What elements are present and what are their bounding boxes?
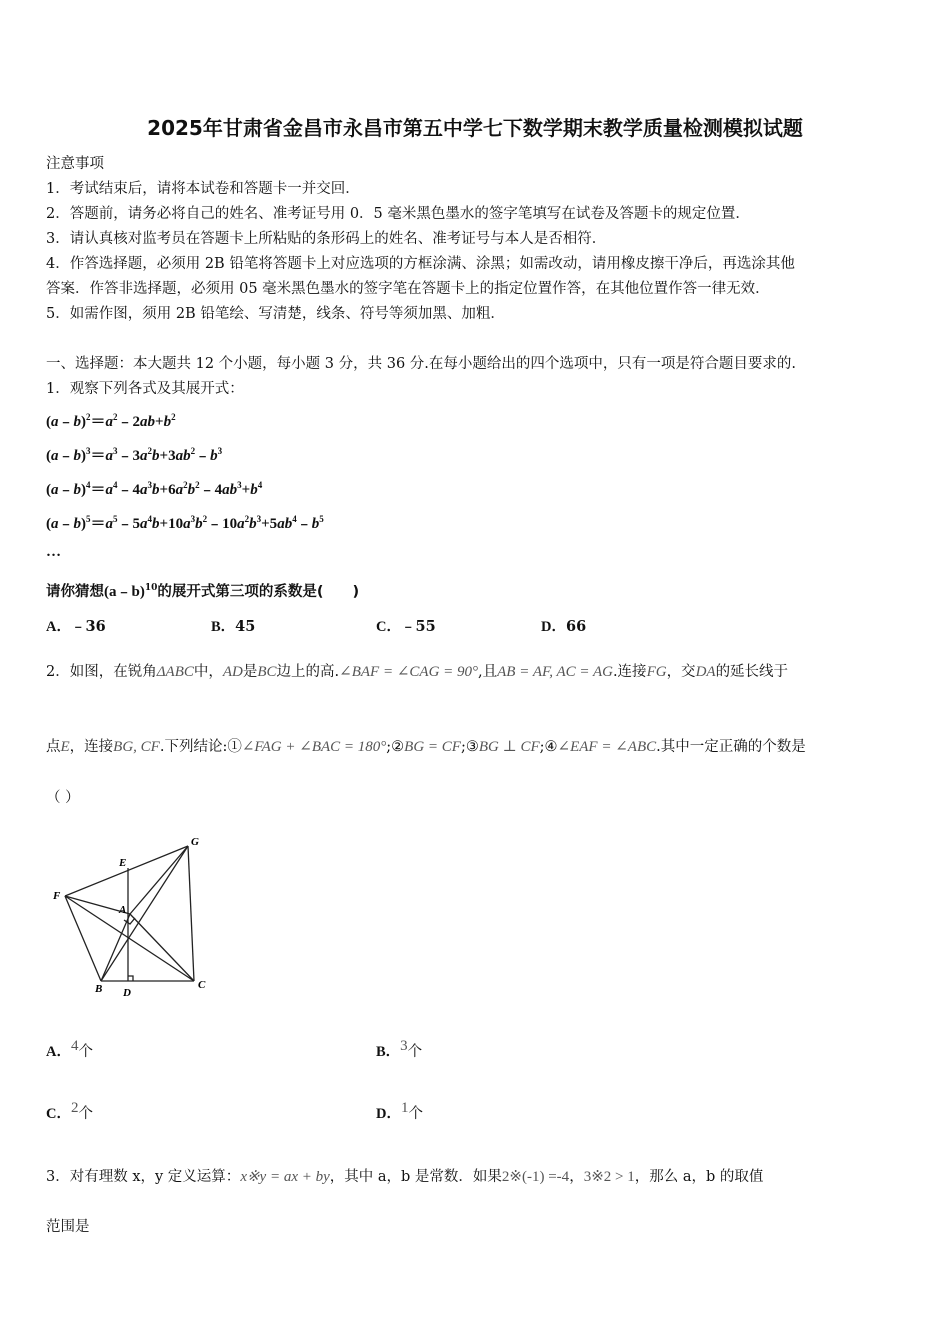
q3-stem-line-1: 3．对有理数 x，y 定义运算：x※y = ax + by，其中 a，b 是常数．如果2※(-1) =-4，3※2 > 1，那么 a，b 的取值 (46, 1169, 764, 1185)
q1-option-a[interactable]: A．﹣36 (46, 618, 106, 635)
label-b: B (95, 983, 103, 995)
q1-formula-3: $(a﹣b)^4=a^4﹣4a^3b+6a^2b^2﹣4ab^3+b^4$ (46, 480, 263, 498)
q2-stem-line-1: 2．如图，在锐角ΔABC中，AD是BC边上的高.∠BAF = ∠CAG = 90°,且AB = AF, AC = AG.连接FG，交DA的延长线于 (46, 664, 789, 680)
segment-ca (130, 914, 194, 981)
q1-option-c[interactable]: C．﹣55 (376, 618, 436, 635)
q1-ellipsis: … (46, 544, 61, 560)
notice-heading: 注意事项 (46, 156, 104, 172)
label-d: D (123, 987, 131, 999)
notice-item-2: 2．答题前，请务必将自己的姓名、准考证号用 0．5 毫米黑色墨水的签字笔填写在试卷及答题卡的规定位置． (46, 206, 750, 222)
notice-item-4-cont: 答案．作答非选择题，必须用 05 毫米黑色墨水的签字笔在答题卡上的指定位置作答，在其他位置作答一律无效． (46, 281, 770, 297)
segment-cg (188, 846, 194, 981)
segment-fb (65, 896, 101, 981)
q2-option-a[interactable]: A．$^4$个 (46, 1038, 93, 1060)
q2-option-d[interactable]: D．$^1$个 (376, 1100, 423, 1122)
q1-ask-exp: 10 (144, 583, 158, 593)
q2-option-b[interactable]: B．$^3$个 (376, 1038, 423, 1060)
label-c: C (198, 979, 206, 991)
label-f: F (53, 890, 61, 902)
notice-item-1: 1．考试结束后，请将本试卷和答题卡一并交回． (46, 181, 360, 197)
notice-item-3: 3．请认真核对监考员在答题卡上所粘贴的条形码上的姓名、准考证号与本人是否相符． (46, 231, 607, 247)
notice-item-4: 4．作答选择题，必须用 2B 铅笔将答题卡上对应选项的方框涂满、涂黑；如需改动，请用橡皮擦干净后，再选涂其他 (46, 256, 795, 272)
q1-formula-4: $(a﹣b)^5=a^5﹣5a^4b+10a^3b^2﹣10a^2b^3+5ab^4﹣b^5$ (46, 514, 324, 532)
q1-ask-suffix: 的展开式第三项的系数是( ) (157, 584, 360, 600)
page-title: 2025年甘肃省金昌市永昌市第五中学七下数学期末教学质量检测模拟试题 (147, 116, 803, 140)
q1-formula-1: $(a﹣b)^2=a^2﹣2ab+b^2$ (46, 412, 176, 430)
q2-stem-line-2: 点E，连接BG, CF.下列结论:①∠FAG + ∠BAC = 180°;②BG = CF;③BG ⊥ CF;④∠EAF = ∠ABC.其中一定正确的个数是 (46, 739, 806, 755)
segment-fc (65, 896, 194, 981)
q2-geometry-figure (44, 828, 220, 1004)
label-e: E (119, 857, 127, 869)
q1-question (46, 580, 359, 601)
q1-formula-2: $(a﹣b)^3=a^3﹣3a^2b+3ab^2﹣b^3$ (46, 446, 223, 464)
q1-option-d[interactable]: D．66 (541, 618, 587, 635)
segment-fg (65, 846, 188, 896)
segment-ba (101, 914, 130, 981)
segment-ag (130, 846, 188, 914)
q1-option-b[interactable]: B．45 (211, 618, 256, 635)
notice-item-5: 5．如需作图，须用 2B 铅笔绘、写清楚，线条、符号等须加黑、加粗． (46, 306, 505, 322)
right-angle-d (128, 976, 133, 981)
q2-stem-line-3: （ ） (46, 790, 80, 806)
q1-ask-prefix: 请你猜想 (46, 584, 104, 600)
section-heading: 一、选择题：本大题共 12 个小题，每小题 3 分，共 36 分.在每小题给出的四个选项中，只有一项是符合题目要求的. (46, 356, 796, 372)
q1-stem: 1．观察下列各式及其展开式： (46, 381, 244, 397)
label-g: G (191, 836, 199, 848)
q1-ask-expr: (a﹣b) (104, 584, 145, 600)
label-a: A (119, 904, 127, 916)
q2-option-c[interactable]: C．$^2$个 (46, 1100, 93, 1122)
q3-stem-line-2: 范围是 (46, 1219, 90, 1235)
